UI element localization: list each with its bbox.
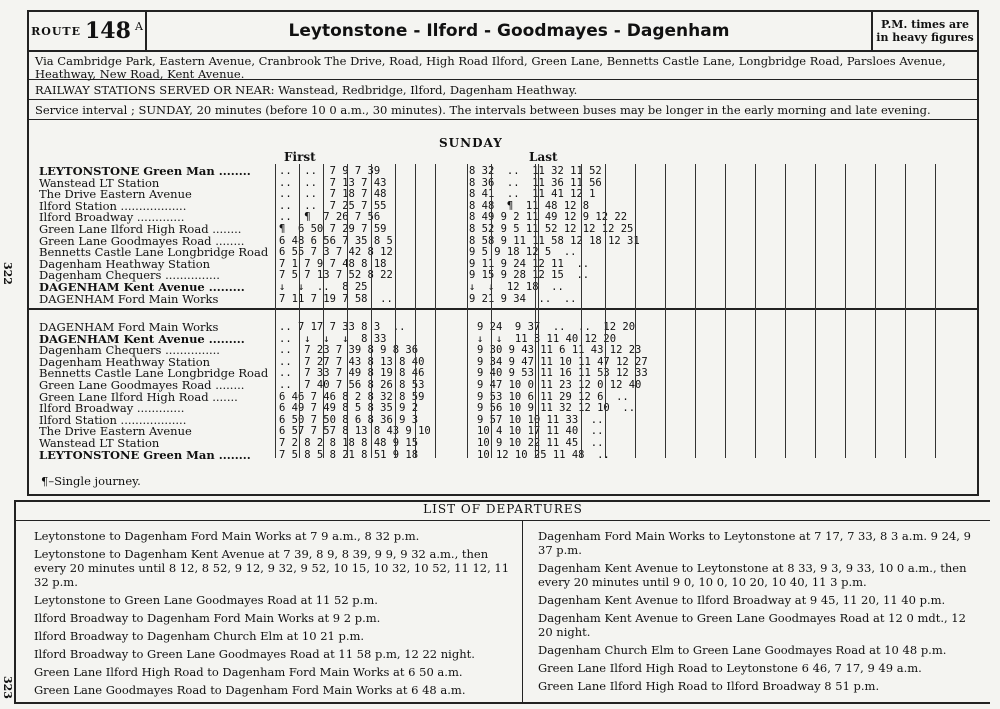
stop-name: DAGENHAM Ford Main Works	[39, 291, 219, 306]
time-row: 9 47 10 0 11 23 12 0 12 40	[477, 378, 642, 391]
route-number: 148	[85, 18, 131, 44]
stop-name: Green Lane Ilford High Road .......	[39, 389, 238, 404]
stop-name: Green Lane Ilford High Road ........	[39, 221, 242, 236]
grid-column-line	[323, 164, 324, 458]
time-row: 7 11 7 19 7 58 ..	[279, 292, 393, 305]
departure-entry: Green Lane Ilford High Road to Ilford Broadway 8 51 p.m.	[538, 679, 880, 693]
stop-name: Wanstead LT Station	[39, 175, 160, 190]
time-row: 8 48 ¶ 11 48 12 8	[469, 199, 590, 212]
time-row: 10 9 10 22 11 45 ..	[477, 436, 604, 449]
stop-name: LEYTONSTONE Green Man ........	[39, 164, 251, 178]
page-number-upper: 322	[1, 262, 14, 285]
grid-column-line	[605, 164, 606, 458]
departure-entry: Dagenham Kent Avenue to Green Lane Goodmayes Road at 12 0 mdt., 12 20 night.	[538, 611, 966, 639]
time-row: .. 7 40 7 56 8 26 8 53	[279, 378, 425, 391]
time-row: 8 52 9 5 11 52 12 12 12 25	[469, 222, 634, 235]
stop-name: Ilford Station ..................	[39, 198, 187, 213]
time-row: 6 50 7 50 8 6 8 36 9 3	[279, 413, 419, 426]
grid-column-line	[467, 164, 468, 458]
time-row: .. .. 7 25 7 55	[279, 199, 387, 212]
route-label: ROUTE	[31, 24, 81, 38]
time-row: 9 34 9 47 11 10 11 47 12 27	[477, 355, 648, 368]
time-row: 10 12 10 25 11 48 ..	[477, 448, 610, 461]
grid-column-line	[581, 164, 582, 458]
last-label: Last	[529, 150, 558, 164]
time-row: .. .. 7 13 7 43	[279, 176, 387, 189]
grid-column-line	[347, 164, 348, 458]
footnote-single-journey: ¶–Single journey.	[41, 474, 141, 488]
departures-right	[538, 529, 984, 697]
time-row: 6 48 6 56 7 35 8 5	[279, 234, 393, 247]
departure-entry: Ilford Broadway to Dagenham Ford Main Works at 9 2 p.m.	[34, 611, 381, 625]
stop-name: Wanstead LT Station	[39, 435, 160, 450]
grid-column-line	[491, 164, 492, 458]
timetable-grid	[275, 164, 965, 458]
time-row: 9 30 9 43 11 6 11 43 12 23	[477, 344, 642, 357]
stop-name: Ilford Station ..................	[39, 412, 187, 427]
time-row: 9 53 10 6 11 29 12 6 ..	[477, 390, 629, 403]
first-label: First	[284, 150, 316, 164]
grid-column-line	[665, 164, 666, 458]
stop-name: Dagenham Chequers ...............	[39, 268, 220, 283]
departure-entry: Leytonstone to Dagenham Kent Avenue at 7 39, 8 9, 8 39, 9 9, 9 32 a.m., then every 20 minutes until 8 12, 8 52, 9 12, 9 32, 9 52, 10 15, 10 32, 10 52, 11 12, 11 32 p.m.	[34, 547, 510, 589]
time-row: .. ↓ ↓ ↓ 8 33	[279, 332, 387, 345]
pm-note-line1: P.M. times are	[881, 18, 969, 31]
stop-name: Dagenham Heathway Station	[39, 354, 211, 369]
grid-column-line	[785, 164, 786, 458]
stop-name: Ilford Broadway .............	[39, 401, 185, 416]
grid-column-line	[755, 164, 756, 458]
time-row: 6 57 7 57 8 13 8 43 9 10	[279, 425, 431, 438]
departure-entry: Leytonstone to Dagenham Ford Main Works at 7 9 a.m., 8 32 p.m.	[34, 529, 420, 543]
route-box	[29, 12, 147, 50]
grid-column-line	[725, 164, 726, 458]
time-row: .. .. 7 18 7 48	[279, 188, 387, 201]
stop-name: LEYTONSTONE Green Man ........	[39, 447, 251, 462]
return-stop-list	[39, 322, 268, 461]
grid-column-line	[845, 164, 846, 458]
stop-name: Ilford Broadway .............	[39, 210, 185, 225]
grid-column-line	[635, 164, 636, 458]
stop-name: Green Lane Goodmayes Road ........	[39, 233, 245, 248]
pm-note-line2: in heavy figures	[876, 31, 974, 44]
departure-entry: Dagenham Ford Main Works to Leytonstone at 7 17, 7 33, 8 3 a.m. 9 24, 9 37 p.m.	[538, 529, 971, 557]
time-row: 8 32 .. 11 32 11 52	[469, 165, 602, 177]
time-row: 9 56 10 9 11 32 12 10 ..	[477, 402, 636, 415]
stop-name: The Drive Eastern Avenue	[39, 424, 192, 439]
time-row: 9 11 9 24 12 11 ..	[469, 257, 590, 270]
departure-entry: Ilford Broadway to Green Lane Goodmayes Road at 11 58 p.m, 12 22 night.	[34, 647, 475, 661]
time-row: .. 7 17 7 33 8 3 ..	[279, 321, 406, 333]
time-row: 7 5 8 5 8 21 8 51 9 18	[279, 448, 419, 461]
day-heading: SUNDAY	[439, 136, 503, 150]
pm-note	[873, 12, 977, 50]
time-row: 6 46 7 46 8 2 8 32 8 59	[279, 390, 425, 403]
time-row: 8 58 9 11 11 58 12 18 12 31	[469, 234, 640, 247]
departures-panel	[14, 500, 990, 704]
time-row: 7 2 8 2 8 18 8 48 9 15	[279, 436, 419, 449]
railway-stations: RAILWAY STATIONS SERVED OR NEAR: Wanstead, Redbridge, Ilford, Dagenham Heathway.	[29, 80, 977, 100]
time-row: .. 7 23 7 39 8 9 8 36	[279, 344, 419, 357]
stop-name: Dagenham Heathway Station	[39, 256, 211, 271]
grid-column-line	[815, 164, 816, 458]
service-interval: Service interval ; SUNDAY, 20 minutes (before 10 0 a.m., 30 minutes). The intervals between buses may be longer in the early morning and late evening.	[29, 100, 977, 120]
time-row: 6 55 7 3 7 42 8 12	[279, 246, 393, 259]
time-row: .. 7 33 7 49 8 19 8 46	[279, 367, 425, 380]
departure-entry: Ilford Broadway to Dagenham Church Elm at 10 21 p.m.	[34, 629, 365, 643]
time-row: ¶ 6 50 7 29 7 59	[279, 222, 387, 235]
grid-column-line	[395, 164, 396, 458]
grid-column-line	[299, 164, 300, 458]
stop-name: Bennetts Castle Lane Longbridge Road	[39, 245, 269, 260]
grid-column-line	[695, 164, 696, 458]
time-row: 7 5 7 13 7 52 8 22	[279, 269, 393, 282]
grid-column-line	[371, 164, 372, 458]
departures-title: LIST OF DEPARTURES	[16, 502, 990, 521]
stop-name: DAGENHAM Ford Main Works	[39, 320, 219, 334]
stop-name: DAGENHAM Kent Avenue .........	[39, 279, 245, 294]
departure-entry: Green Lane Ilford High Road to Leytonstone 6 46, 7 17, 9 49 a.m.	[538, 661, 922, 675]
route-header	[29, 12, 977, 52]
grid-column-line	[905, 164, 906, 458]
departure-entry: Dagenham Kent Avenue to Ilford Broadway at 9 45, 11 20, 11 40 p.m.	[538, 593, 946, 607]
departure-entry: Dagenham Kent Avenue to Leytonstone at 8 33, 9 3, 9 33, 10 0 a.m., then every 20 minutes until 9 0, 10 0, 10 20, 10 40, 11 3 p.m.	[538, 561, 967, 589]
via-text: Via Cambridge Park, Eastern Avenue, Cranbrook The Drive, Road, High Road Ilford, Green Lane, Bennetts Castle Lane, Longbridge Road, Parsloes Avenue, Heathway, New Road, Kent Avenue.	[29, 52, 977, 80]
time-row: .. 7 27 7 43 8 13 8 40	[279, 355, 425, 368]
time-row: 9 21 9 34 .. ..	[469, 292, 577, 305]
time-row: 8 49 9 2 11 49 12 9 12 22	[469, 211, 628, 224]
outbound-stop-list	[39, 166, 268, 305]
grid-column-line	[275, 164, 276, 458]
departures-divider	[522, 521, 523, 702]
time-row: 9 40 9 53 11 16 11 53 12 33	[477, 367, 648, 380]
stop-name: DAGENHAM Kent Avenue .........	[39, 331, 245, 346]
departure-entry: Leytonstone to Green Lane Goodmayes Road at 11 52 p.m.	[34, 593, 378, 607]
time-row: 9 57 10 10 11 33 ..	[477, 413, 604, 426]
time-row: .. ¶ 7 26 7 56	[279, 211, 381, 224]
grid-column-line	[535, 164, 539, 458]
time-row: .. .. 7 9 7 39	[279, 165, 381, 177]
stop-name: Green Lane Goodmayes Road ........	[39, 377, 245, 392]
time-row: 10 4 10 17 11 40 ..	[477, 425, 604, 438]
time-row: 9 5 9 18 12 5 ..	[469, 246, 577, 259]
time-row: ↓ ↓ 11 3 11 40 12 20	[477, 332, 617, 345]
page-number-lower: 323	[1, 676, 14, 699]
departure-entry: Green Lane Goodmayes Road to Dagenham Ford Main Works at 6 48 a.m.	[34, 683, 466, 697]
time-row: 8 36 .. 11 36 11 56	[469, 176, 602, 189]
departure-entry: Dagenham Church Elm to Green Lane Goodmayes Road at 10 48 p.m.	[538, 643, 947, 657]
grid-column-line	[415, 164, 416, 458]
grid-column-line	[435, 164, 436, 458]
time-row: 7 1 7 9 7 48 8 18	[279, 257, 387, 270]
time-row: 8 41 .. 11 41 12 1	[469, 188, 596, 201]
grid-column-line	[935, 164, 936, 458]
departure-entry: Green Lane Ilford High Road to Dagenham Ford Main Works at 6 50 a.m.	[34, 665, 463, 679]
stop-name: Bennetts Castle Lane Longbridge Road	[39, 366, 269, 381]
grid-column-line	[875, 164, 876, 458]
stop-name: Dagenham Chequers ...............	[39, 343, 220, 358]
timetable-card	[27, 10, 979, 496]
stop-name: The Drive Eastern Avenue	[39, 187, 192, 202]
route-suffix: A	[134, 20, 143, 33]
time-row: 9 15 9 28 12 15 ..	[469, 269, 590, 282]
time-row: 9 24 9 37 .. .. 12 20	[477, 321, 636, 333]
time-row: ↓ ↓ 12 18 ..	[469, 280, 564, 293]
time-row: ↓ ↓ .. 8 25	[279, 280, 368, 293]
departures-left	[34, 529, 512, 701]
route-title: Leytonstone - Ilford - Goodmayes - Dagenham	[147, 12, 873, 50]
time-row: 6 49 7 49 8 5 8 35 9 2	[279, 402, 419, 415]
